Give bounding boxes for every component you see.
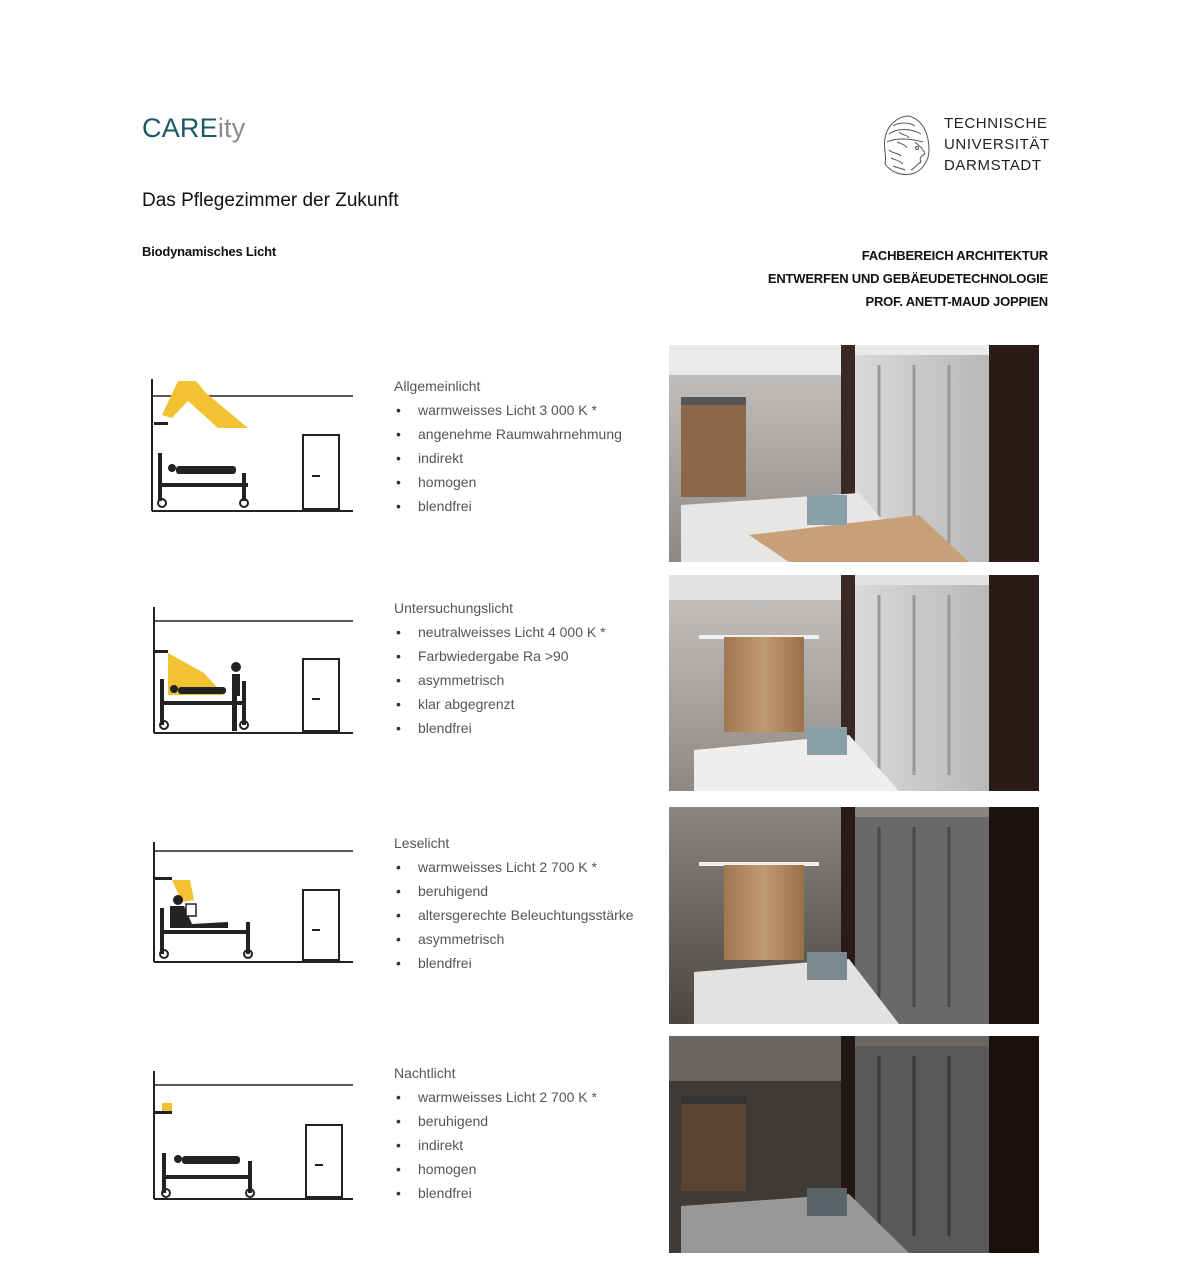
section-title: Biodynamisches Licht (142, 244, 276, 259)
block-title: Nachtlicht (394, 1065, 456, 1081)
indirect-ceiling-light-icon (148, 373, 358, 518)
department-line-1: FACHBEREICH ARCHITEKTUR (861, 248, 1048, 263)
block-general-light (394, 378, 622, 518)
logo-ity: ity (217, 113, 246, 143)
tu-darmstadt-name (944, 113, 1050, 176)
list-item: • beruhigend (396, 1113, 489, 1129)
photo-examination-light (669, 575, 1039, 791)
page-subtitle: Das Pflegezimmer der Zukunft (142, 190, 399, 211)
list-item: • indirekt (396, 1137, 464, 1153)
logo-care: CARE (142, 113, 218, 143)
reading-light-icon (148, 838, 358, 968)
list-item: • warmweisses Licht 2 700 K * (396, 859, 597, 875)
careity-logo (142, 113, 245, 144)
list-item: • Farbwiedergabe Ra >90 (396, 648, 569, 664)
list-item: • beruhigend (396, 883, 489, 899)
block-night-light (394, 1065, 597, 1205)
list-item: • angenehme Raumwahrnehmung (396, 426, 622, 442)
examination-light-icon (148, 601, 358, 746)
list-item: • asymmetrisch (396, 672, 505, 688)
tu-seal-logo (879, 112, 935, 185)
list-item: • altersgerechte Beleuchtungsstärke (396, 907, 634, 923)
block-reading-light (394, 835, 634, 975)
department-info (768, 244, 1048, 313)
list-item: • warmweisses Licht 2 700 K * (396, 1089, 597, 1105)
diagram-general-light (148, 373, 358, 523)
list-item: • asymmetrisch (396, 931, 505, 947)
list-item: • indirekt (396, 450, 464, 466)
list-item: • neutralweisses Licht 4 000 K * (396, 624, 606, 640)
tu-line-1: TECHNISCHE (944, 115, 1048, 132)
block-examination-light (394, 600, 606, 740)
list-item: • blendfrei (396, 955, 472, 971)
photo-night-light (669, 1036, 1039, 1253)
block-title: Untersuchungslicht (394, 600, 514, 616)
block-title: Leselicht (394, 835, 450, 851)
list-item: • klar abgegrenzt (396, 696, 515, 712)
list-item: • homogen (396, 1161, 477, 1177)
diagram-examination-light (148, 601, 358, 751)
list-item: • homogen (396, 474, 477, 490)
photo-general-light (669, 345, 1039, 562)
tu-line-2: UNIVERSITÄT (944, 136, 1050, 153)
tu-line-3: DARMSTADT (944, 157, 1042, 174)
diagram-reading-light (148, 838, 358, 973)
photo-reading-light (669, 807, 1039, 1024)
list-item: • warmweisses Licht 3 000 K * (396, 402, 597, 418)
list-item: • blendfrei (396, 498, 472, 514)
list-item: • blendfrei (396, 1185, 472, 1201)
block-title: Allgemeinlicht (394, 378, 481, 394)
night-light-icon (148, 1067, 358, 1202)
diagram-night-light (148, 1067, 358, 1207)
list-item: • blendfrei (396, 720, 472, 736)
department-line-2: ENTWERFEN UND GEBÄEUDETECHNOLOGIE (767, 271, 1048, 286)
department-line-3: PROF. ANETT-MAUD JOPPIEN (865, 294, 1048, 309)
